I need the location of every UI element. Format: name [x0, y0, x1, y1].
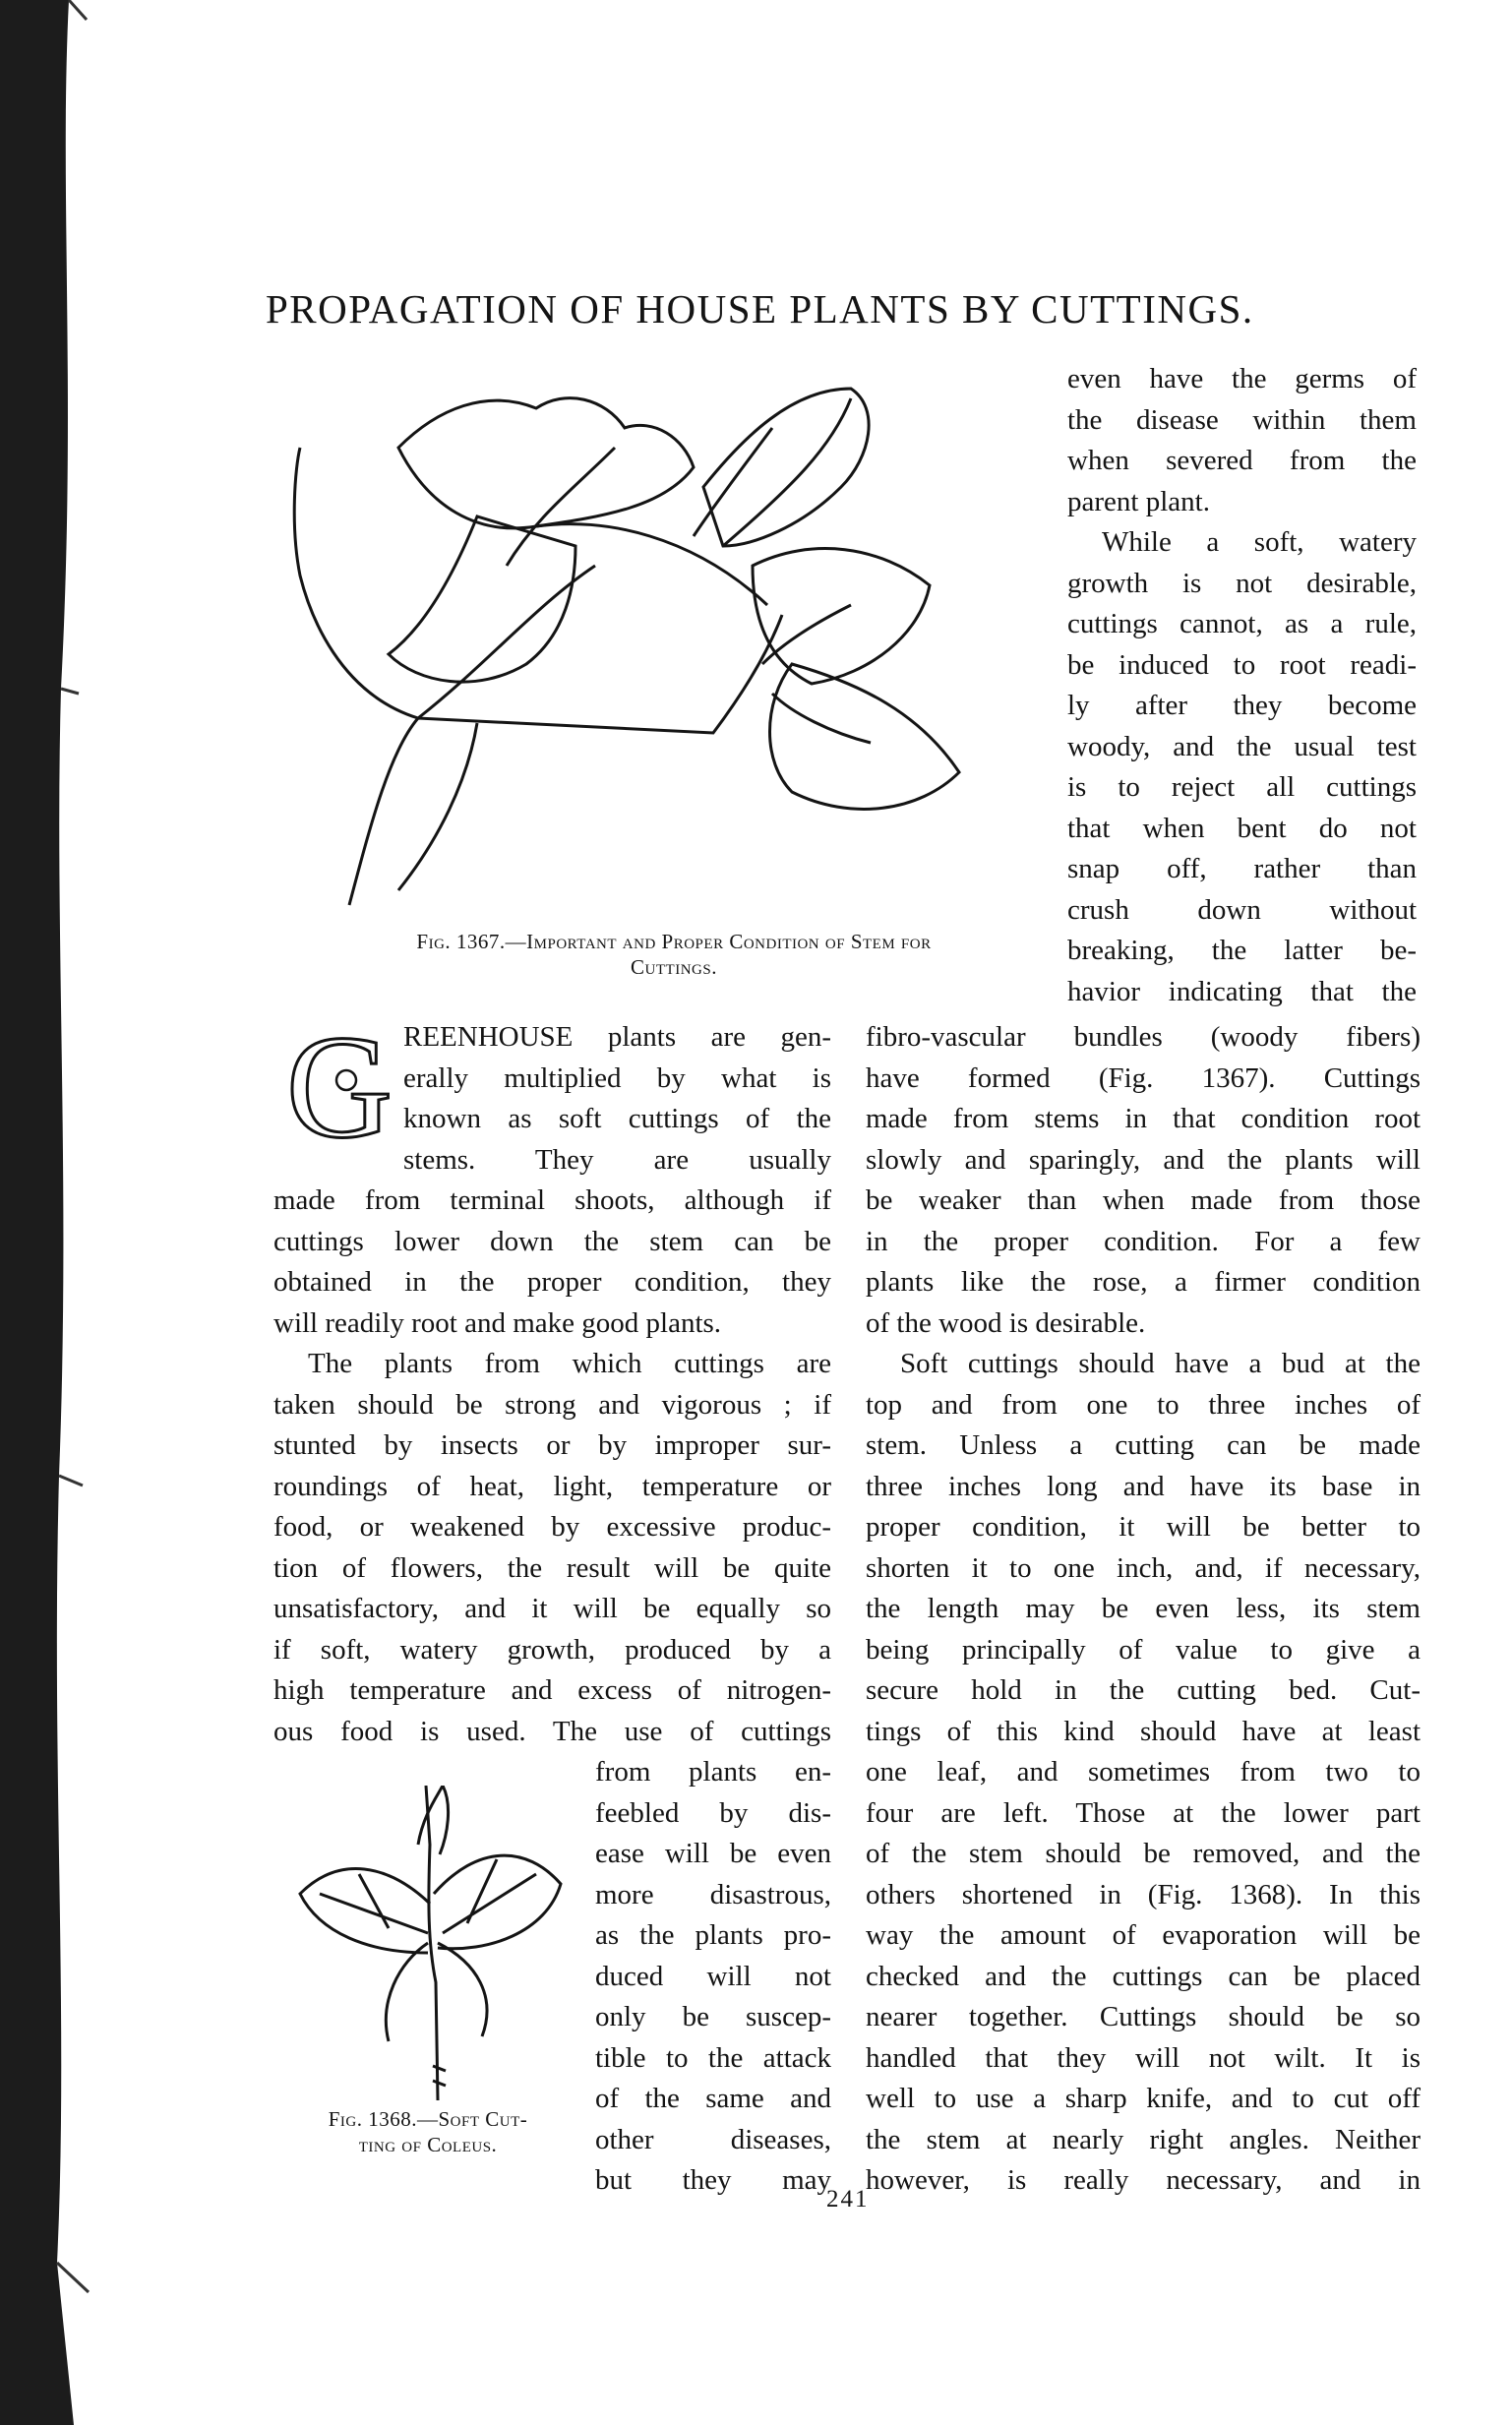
- text-line: REENHOUSE plants are gen-: [403, 1021, 831, 1053]
- text-line: ly after they become: [1067, 690, 1417, 721]
- text-line: the stem at nearly right angles. Neither: [866, 2123, 1421, 2155]
- text-line: even have the germs of: [1067, 363, 1417, 394]
- text-line: high temperature and excess of nitrogen-: [273, 1674, 831, 1706]
- text-line: ous food is used. The use of cuttings: [273, 1715, 831, 1747]
- text-line: the length may be even less, its stem: [866, 1593, 1421, 1624]
- text-line: have formed (Fig. 1367). Cuttings: [866, 1061, 1421, 1094]
- text-line: shorten it to one inch, and, if necessary,: [866, 1551, 1421, 1584]
- text-line: but they may: [595, 2164, 831, 2196]
- figure-1367-caption-line-2: Cuttings.: [631, 955, 717, 979]
- text-line: nearer together. Cuttings should be so: [866, 2001, 1421, 2032]
- figure-1368-caption-line-2: ting of Coleus.: [358, 2133, 498, 2156]
- figure-1368-caption-line-1: Fig. 1368.—Soft Cut-: [328, 2107, 528, 2131]
- text-line: taken should be strong and vigorous ; if: [273, 1388, 831, 1421]
- text-line: one leaf, and sometimes from two to: [866, 1756, 1421, 1788]
- text-line: will readily root and make good plants.: [273, 1306, 722, 1339]
- text-line: plants like the rose, a firmer condition: [866, 1266, 1421, 1298]
- text-line: that when bent do not: [1067, 812, 1417, 844]
- text-line: made from terminal shoots, although if: [273, 1184, 831, 1216]
- text-line: known as soft cuttings of the: [403, 1103, 831, 1134]
- drop-cap-g: [285, 1023, 393, 1151]
- text-line: Soft cuttings should have a bud at the: [900, 1348, 1421, 1379]
- text-line: obtained in the proper condition, they: [273, 1266, 831, 1298]
- figure-1367-caption-line-1: Fig. 1367.—Important and Proper Condition of Stem for: [416, 930, 932, 953]
- text-line: checked and the cuttings can be placed: [866, 1960, 1421, 1992]
- page-title: PROPAGATION OF HOUSE PLANTS BY CUTTINGS.: [266, 286, 1254, 332]
- text-line: stems. They are usually: [403, 1143, 831, 1176]
- text-line: parent plant.: [1067, 485, 1210, 517]
- text-line: made from stems in that condition root: [866, 1103, 1421, 1134]
- text-line: only be suscep-: [595, 2001, 831, 2032]
- text-line: breaking, the latter be-: [1067, 935, 1417, 966]
- text-line: stem. Unless a cutting can be made: [866, 1429, 1421, 1461]
- text-line: be weaker than when made from those: [866, 1184, 1421, 1216]
- text-line: of the same and: [595, 2083, 831, 2114]
- text-line: slowly and sparingly, and the plants will: [866, 1143, 1421, 1176]
- text-line: as the plants pro-: [595, 1919, 831, 1951]
- text-line: handled that they will not wilt. It is: [866, 2041, 1421, 2074]
- text-line: erally multiplied by what is: [403, 1061, 831, 1094]
- text-line: roundings of heat, light, temperature or: [273, 1470, 831, 1502]
- text-line: way the amount of evaporation will be: [866, 1919, 1421, 1951]
- text-line: growth is not desirable,: [1067, 567, 1417, 599]
- text-line: three inches long and have its base in: [866, 1470, 1421, 1502]
- scan-binding-edge: [0, 0, 93, 2425]
- text-line: being principally of value to give a: [866, 1633, 1421, 1666]
- coleus-cutting-illustration: [280, 1786, 575, 2120]
- text-line: from plants en-: [595, 1756, 831, 1788]
- text-line: however, is really necessary, and in: [866, 2164, 1421, 2196]
- svg-text:G: G: [285, 1023, 393, 1151]
- stem-cutting-illustration: [280, 369, 1067, 920]
- figure-1368-caption: [280, 2106, 575, 2157]
- text-line: of the stem should be removed, and the: [866, 1838, 1421, 1869]
- page-number: 241: [826, 2186, 870, 2213]
- text-line: cuttings lower down the stem can be: [273, 1225, 831, 1257]
- text-line: well to use a sharp knife, and to cut off: [866, 2083, 1421, 2114]
- text-line: four are left. Those at the lower part: [866, 1796, 1421, 1829]
- text-line: more disastrous,: [595, 1878, 831, 1910]
- text-line: tible to the attack: [595, 2041, 831, 2074]
- text-line: havior indicating that the: [1067, 975, 1417, 1007]
- text-line: While a soft, watery: [1102, 526, 1417, 558]
- text-line: be induced to root readi-: [1067, 648, 1417, 681]
- text-line: in the proper condition. For a few: [866, 1225, 1421, 1257]
- text-line: stunted by insects or by improper sur-: [273, 1429, 831, 1461]
- text-line: top and from one to three inches of: [866, 1388, 1421, 1421]
- text-line: crush down without: [1067, 893, 1417, 926]
- text-line: of the wood is desirable.: [866, 1306, 1146, 1339]
- text-line: the disease within them: [1067, 403, 1417, 436]
- figure-1367-caption: [295, 929, 1053, 980]
- text-line: cuttings cannot, as a rule,: [1067, 608, 1417, 639]
- text-line: others shortened in (Fig. 1368). In this: [866, 1878, 1421, 1910]
- text-line: food, or weakened by excessive produc-: [273, 1511, 831, 1543]
- text-line: feebled by dis-: [595, 1796, 831, 1829]
- text-line: woody, and the usual test: [1067, 730, 1417, 762]
- text-line: secure hold in the cutting bed. Cut-: [866, 1674, 1421, 1706]
- text-line: snap off, rather than: [1067, 853, 1417, 884]
- text-line: unsatisfactory, and it will be equally so: [273, 1593, 831, 1624]
- text-line: tings of this kind should have at least: [866, 1715, 1421, 1747]
- text-line: is to reject all cuttings: [1067, 771, 1417, 803]
- text-line: if soft, watery growth, produced by a: [273, 1633, 831, 1666]
- text-line: The plants from which cuttings are: [308, 1348, 831, 1379]
- text-line: fibro-vascular bundles (woody fibers): [866, 1021, 1421, 1053]
- text-line: tion of flowers, the result will be quite: [273, 1551, 831, 1584]
- text-line: proper condition, it will be better to: [866, 1511, 1421, 1543]
- text-line: when severed from the: [1067, 445, 1417, 476]
- text-line: ease will be even: [595, 1838, 831, 1869]
- text-line: other diseases,: [595, 2123, 831, 2155]
- text-line: duced will not: [595, 1960, 831, 1992]
